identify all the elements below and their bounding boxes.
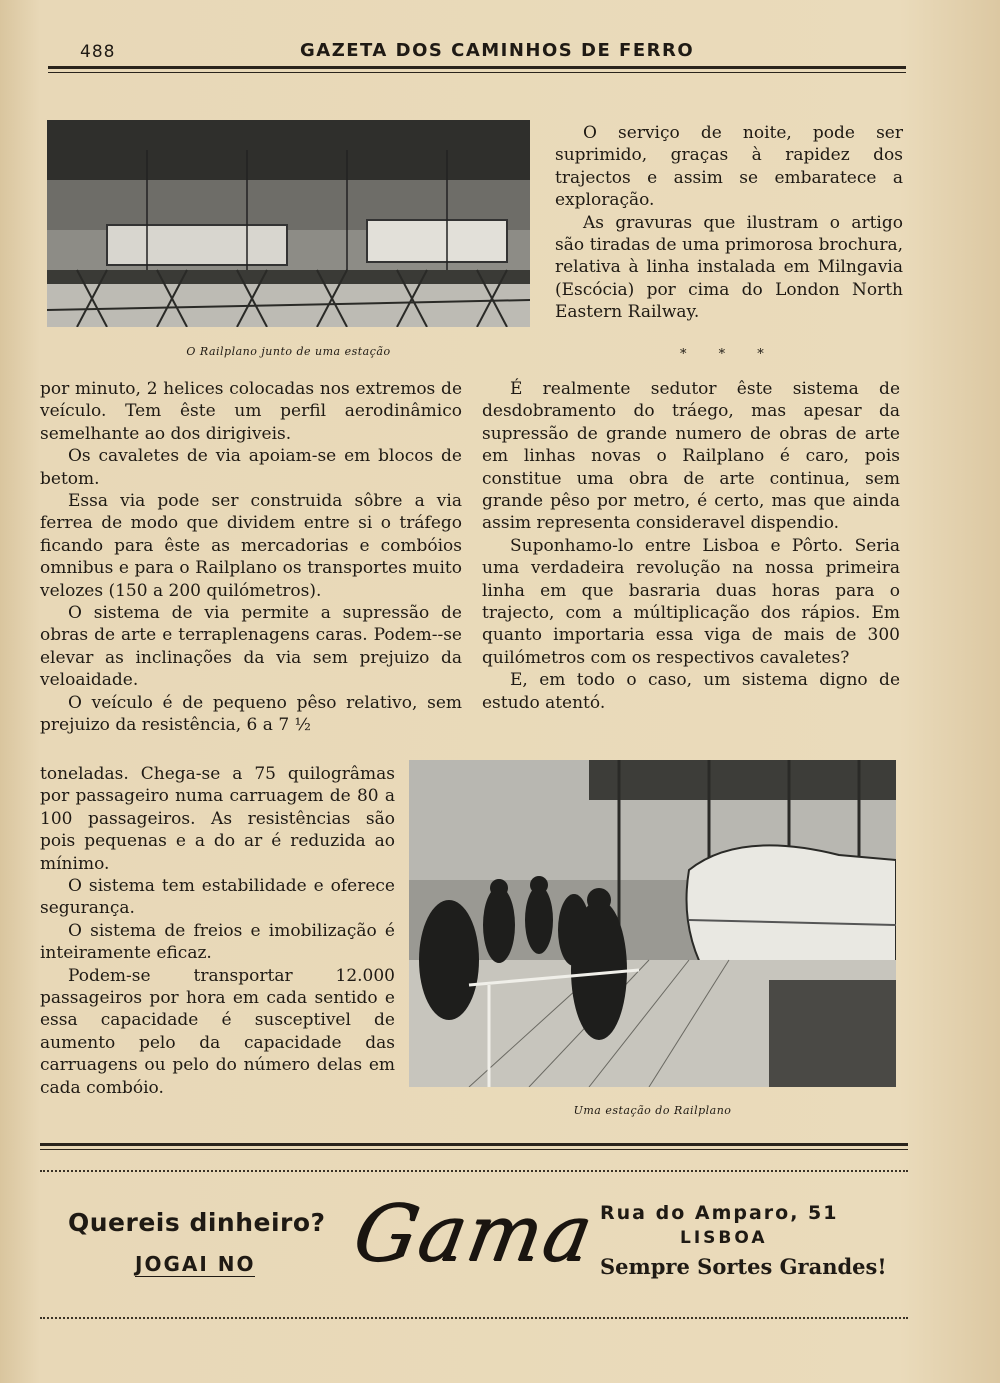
footer-rule-thin (40, 1149, 908, 1150)
ad-address: Rua do Amparo, 51 (600, 1202, 839, 1224)
paragraph: O sistema de freios e imobilização é inteiramente eficaz. (40, 920, 395, 964)
paragraph: Essa via pode ser construida sôbre a via ferrea de modo que dividem entre si o tráfego ficando para êste as mercadorias e combóios omnibus e para o Railplano os transportes muito velozes (150 a 200 quilómetros). (40, 491, 462, 601)
ad-subline: JOGAI NO (135, 1252, 256, 1276)
paragraph: O sistema de via permite a supressão de obras de arte e terraplenagens caras. Podem--se elevar as inclinações da via sem prejuizo da veloaidade. (40, 603, 462, 691)
right-top-column (555, 122, 903, 324)
paragraph: Os cavaletes de via apoiam-se em blocos de betom. (40, 446, 462, 489)
paragraph: Podem-se transportar 12.000 passageiros por hora em cada sentido e essa capacidade é susceptivel de aumento pelo da capacidade das carruagens ou pelo do número delas em cada combóio. (40, 965, 395, 1098)
bottom-photo-caption: Uma estação do Railplano (573, 1104, 732, 1117)
paragraph: E, em todo o caso, um sistema digno de estudo atentó. (482, 670, 900, 713)
right-bottom-column (482, 378, 900, 714)
page-number: 488 (80, 42, 116, 62)
ad-headline: Quereis dinheiro? (68, 1208, 326, 1237)
paragraph: toneladas. Chega-se a 75 quilogrâmas por passageiro numa carruagem de 80 a 100 passageiros. As resistências são pois pequenas e a do ar é reduzida ao mínimo. (40, 764, 395, 874)
footer-rule (40, 1143, 908, 1146)
top-photo-caption: O Railplano junto de uma estação (186, 345, 391, 358)
ad-slogan: Sempre Sortes Grandes! (600, 1254, 887, 1279)
header-rule-thin (48, 72, 906, 73)
left-column (40, 378, 462, 737)
left-narrow-column (40, 763, 395, 1099)
header-rule (48, 66, 906, 69)
section-separator: * * * (680, 347, 778, 362)
bottom-photo (409, 760, 896, 1087)
advertisement (40, 1170, 908, 1319)
ad-logo: Gama (347, 1189, 601, 1279)
paragraph: O serviço de noite, pode ser suprimido, graças à rapidez dos trajectos e assim se embaratece a exploração. (555, 123, 903, 211)
paragraph: Suponhamo-lo entre Lisboa e Pôrto. Seria uma verdadeira revolução na nossa primeira linha em que basraria duas horas para o trajecto, com a múltiplicação dos rápios. Em quanto importaria essa viga de mais de 300 quilómetros com os respectivos cavaletes? (482, 535, 900, 668)
paragraph: É realmente sedutor êste sistema de desdobramento do tráego, mas apesar da supressão de grande numero de obras de arte em linhas novas o Railplano é caro, pois constitue uma obra de arte continua, sem grande pêso por metro, é certo, mas que ainda assim representa consideravel dispendio. (482, 379, 900, 534)
top-photo (47, 120, 530, 327)
paragraph: O sistema tem estabilidade e oferece segurança. (40, 876, 395, 919)
ad-city: LISBOA (680, 1228, 768, 1248)
journal-title: GAZETA DOS CAMINHOS DE FERRO (300, 40, 695, 61)
paragraph: O veículo é de pequeno pêso relativo, sem prejuizo da resistência, 6 a 7 ½ (40, 692, 462, 736)
paragraph: As gravuras que ilustram o artigo são tiradas de uma primorosa brochura, relativa à linha instalada em Milngavia (Escócia) por cima do London North Eastern Railway. (555, 212, 903, 323)
paragraph: por minuto, 2 helices colocadas nos extremos de veículo. Tem êste um perfil aerodinâmico semelhante ao dos dirigiveis. (40, 379, 462, 444)
